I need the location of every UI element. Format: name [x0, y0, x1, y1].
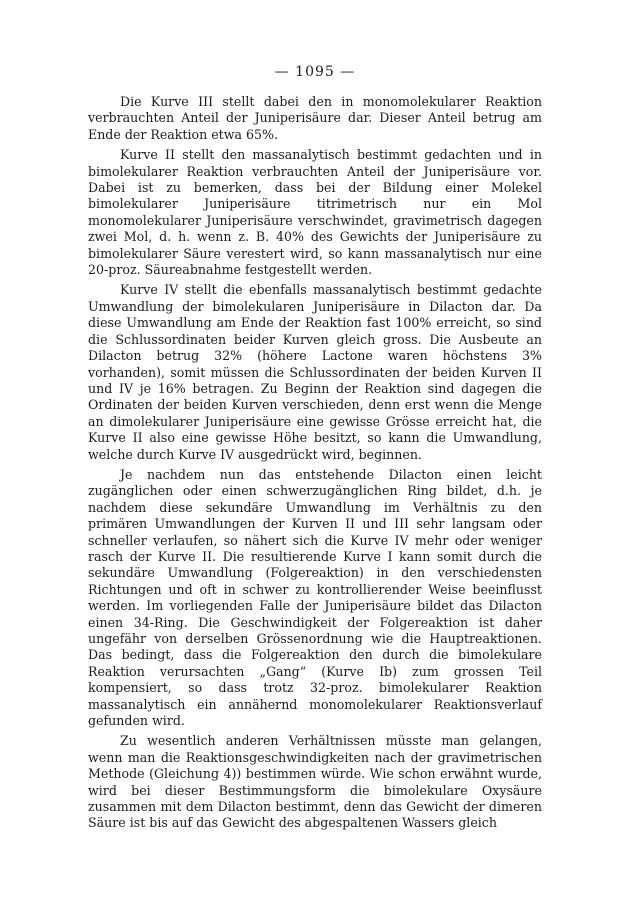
paragraph-kurve-ii: Kurve II stellt den massanalytisch bestimmt gedachten und in bimolekularer Reaktion verbrauchten Anteil der Juniperisäure vor. Dabei ist zu bemerken, dass bei der Bildung einer Molekel bimolekularer Juniperisäure titrimetrisch nur ein Mol monomolekularer Juniperisäure verschwindet, gravimetrisch dagegen zwei Mol, d. h. wenn z. B. 40% des Gewichts der Juniperisäure zu bimolekularer Säure verestert wird, so kann massanalytisch nur eine 20-proz. Säureabnahme festgestellt werden.: [88, 147, 542, 278]
paragraph-kurve-iv: Kurve IV stellt die ebenfalls massanalytisch bestimmt gedachte Umwandlung der bimolekularen Juniperisäure in Dilacton dar. Da diese Umwandlung am Ende der Reaktion fast 100% erreicht, so sind die Schlussordinaten beider Kurven gleich gross. Die Ausbeute an Dilacton betrug 32% (höhere Lactone waren höchstens 3% vorhanden), somit müssen die Schlussordinaten der beiden Kurven II und IV je 16% betragen. Zu Beginn der Reaktion sind dagegen die Ordinaten der beiden Kurven verschieden, denn erst wenn die Menge an dimolekularer Juniperisäure eine gewisse Grösse erreicht hat, die Kurve II also eine gewisse Höhe besitzt, so kann die Umwandlung, welche durch Kurve IV ausgedrückt wird, beginnen.: [88, 282, 542, 462]
paragraph-dilacton-ring: Je nachdem nun das entstehende Dilacton einen leicht zugänglichen oder einen schwerzugänglichen Ring bildet, d.h. je nachdem diese sekundäre Umwandlung im Verhältnis zu den primären Umwandlungen der Kurven II und III sehr langsam oder schneller verlaufen, so nähert sich die Kurve IV mehr oder weniger rasch der Kurve II. Die resultierende Kurve I kann somit durch die sekundäre Umwandlung (Folgereaktion) in den verschiedensten Richtungen und oft in schwer zu kontrollierender Weise beeinflusst werden. Im vorliegenden Falle der Juniperisäure bildet das Dilacton einen 34-Ring. Die Geschwindigkeit der Folgereaktion ist daher ungefähr von derselben Grössenordnung wie die Hauptreaktionen. Das bedingt, dass die Folgereaktion den durch die bimolekulare Reaktion verursachten „Gang“ (Kurve Ib) zum grossen Teil kompensiert, so dass trotz 32-proz. bimolekularer Reaktion massanalytisch ein annähernd monomolekularer Reaktionsverlauf gefunden wird.: [88, 466, 542, 729]
page-number: — 1095 —: [274, 64, 356, 80]
paragraph-kurve-iii: Die Kurve III stellt dabei den in monomolekularer Reaktion verbrauchten Anteil der Juniperisäure dar. Dieser Anteil betrug am Ende der Reaktion etwa 65%.: [88, 94, 542, 142]
paragraph-gravimetric-method: Zu wesentlich anderen Verhältnissen müsste man gelangen, wenn man die Reaktionsgeschwindigkeiten nach der gravimetrischen Methode (Gleichung 4)) bestimmen würde. Wie schon erwähnt wurde, wird bei dieser Bestimmungsform die bimolekulare Oxysäure zusammen mit dem Dilacton bestimmt, denn das Gewicht der dimeren Säure ist bis auf das Gewicht des abgespaltenen Wassers gleich: [88, 733, 542, 831]
